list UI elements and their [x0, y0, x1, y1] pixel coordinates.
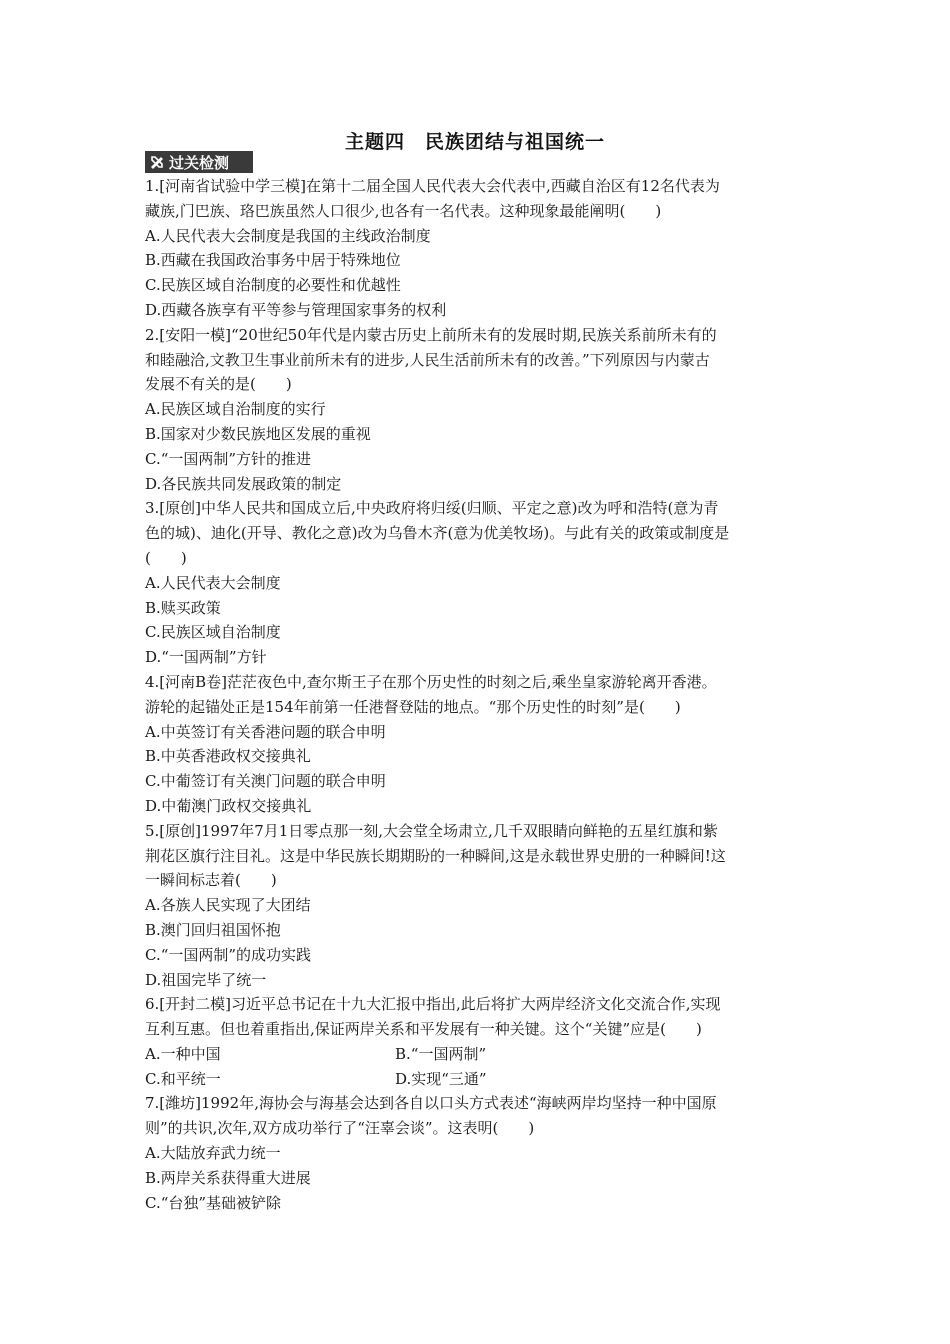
question-stem-line: 则”的共识,次年,双方成功举行了“汪辜会谈”。这表明( )	[145, 1119, 535, 1138]
answer-option: A.人民代表大会制度	[145, 573, 281, 592]
answer-option: A.民族区域自治制度的实行	[145, 400, 326, 419]
pencil-ruler-icon	[149, 154, 165, 170]
question-stem-line: 藏族,门巴族、珞巴族虽然人口很少,也各有一名代表。这种现象最能阐明( )	[145, 201, 662, 220]
question-5	[145, 819, 810, 993]
answer-option: A.人民代表大会制度是我国的主线政治制度	[145, 226, 431, 245]
answer-option: D.各民族共同发展政策的制定	[145, 474, 342, 493]
question-6	[145, 992, 810, 1091]
question-1	[145, 174, 810, 323]
question-stem-line: 1.[河南省试验中学三模]在第十二届全国人民代表大会代表中,西藏自治区有12名代表为	[145, 177, 720, 195]
question-stem-line: ( )	[145, 548, 187, 567]
answer-option: A.大陆放弃武力统一	[145, 1144, 281, 1163]
answer-option: B.两岸关系获得重大进展	[145, 1168, 311, 1187]
question-3	[145, 496, 810, 670]
answer-option: D.西藏各族享有平等参与管理国家事务的权利	[145, 300, 447, 319]
section-badge-label: 过关检测	[169, 153, 230, 172]
answer-option: D.实现“三通”	[395, 1069, 487, 1088]
question-stem-line: 2.[安阳一模]“20世纪50年代是内蒙古历史上前所未有的发展时期,民族关系前所未有的	[145, 325, 717, 344]
answer-option: C.“一国两制”方针的推进	[145, 449, 312, 468]
answer-options	[145, 571, 810, 670]
answer-option: C.“台独”基础被铲除	[145, 1193, 282, 1212]
question-stem-line: 游轮的起锚处正是154年前第一任港督登陆的地点。“那个历史性的时刻”是( )	[145, 697, 681, 716]
answer-option: A.一种中国	[145, 1044, 221, 1063]
question-list	[145, 174, 810, 1215]
question-stem-line: 一瞬间标志着( )	[145, 871, 277, 890]
answer-option: C.和平统一	[145, 1069, 221, 1088]
answer-option: B.国家对少数民族地区发展的重视	[145, 424, 371, 443]
answer-option: A.中英签订有关香港问题的联合申明	[145, 722, 386, 741]
question-stem-line: 发展不有关的是( )	[145, 375, 292, 394]
answer-option: D.祖国完毕了统一	[145, 970, 267, 989]
answer-option: B.“一国两制”	[395, 1044, 487, 1063]
answer-option: D.“一国两制”方针	[145, 648, 267, 667]
question-stem-line: 和睦融洽,文教卫生事业前所未有的进步,人民生活前所未有的改善。”下列原因与内蒙古	[145, 350, 710, 369]
answer-option: C.“一国两制”的成功实践	[145, 945, 312, 964]
page-title: 主题四 民族团结与祖国统一	[344, 131, 605, 153]
question-stem-line: 3.[原创]中华人民共和国成立后,中央政府将归绥(归顺、平定之意)改为呼和浩特(意为青	[145, 499, 719, 518]
answer-options	[145, 224, 810, 323]
answer-option: B.赎买政策	[145, 598, 221, 617]
answer-option: C.民族区域自治制度	[145, 623, 281, 642]
question-stem-line: 7.[潍坊]1992年,海协会与海基会达到各自以口头方式表述“海峡两岸均坚持一种中国原	[145, 1094, 717, 1113]
question-stem-line: 4.[河南B卷]茫茫夜色中,查尔斯王子在那个历史性的时刻之后,乘坐皇家游轮离开香港。	[145, 672, 717, 691]
question-stem-line: 荆花区旗行注目礼。这是中华民族长期期盼的一种瞬间,这是永载世界史册的一种瞬间!这	[145, 846, 726, 865]
answer-option: A.各族人民实现了大团结	[145, 896, 311, 915]
answer-options	[145, 893, 810, 992]
question-stem-line: 互利互惠。但也着重指出,保证两岸关系和平发展有一种关键。这个“关键”应是( )	[145, 1020, 702, 1039]
question-4	[145, 670, 810, 819]
answer-options	[145, 1141, 810, 1215]
answer-option: B.中英香港政权交接典礼	[145, 747, 311, 766]
answer-options	[145, 397, 810, 496]
answer-options	[145, 1042, 810, 1092]
answer-option: C.中葡签订有关澳门问题的联合申明	[145, 772, 386, 791]
answer-option: B.西藏在我国政治事务中居于特殊地位	[145, 251, 401, 270]
section-badge	[145, 151, 253, 173]
question-2	[145, 323, 810, 497]
question-7	[145, 1091, 810, 1215]
answer-option: B.澳门回归祖国怀抱	[145, 920, 281, 939]
answer-option: C.民族区域自治制度的必要性和优越性	[145, 276, 401, 295]
question-stem-line: 5.[原创]1997年7月1日零点那一刻,大会堂全场肃立,几千双眼睛向鲜艳的五星红旗和紫	[145, 821, 718, 840]
answer-option: D.中葡澳门政权交接典礼	[145, 796, 312, 815]
question-stem-line: 6.[开封二模]习近平总书记在十九大汇报中指出,此后将扩大两岸经济文化交流合作,实现	[145, 995, 721, 1014]
question-stem-line: 色的城)、迪化(开导、教化之意)改为乌鲁木齐(意为优美牧场)。与此有关的政策或制度是	[145, 524, 730, 543]
answer-options	[145, 720, 810, 819]
